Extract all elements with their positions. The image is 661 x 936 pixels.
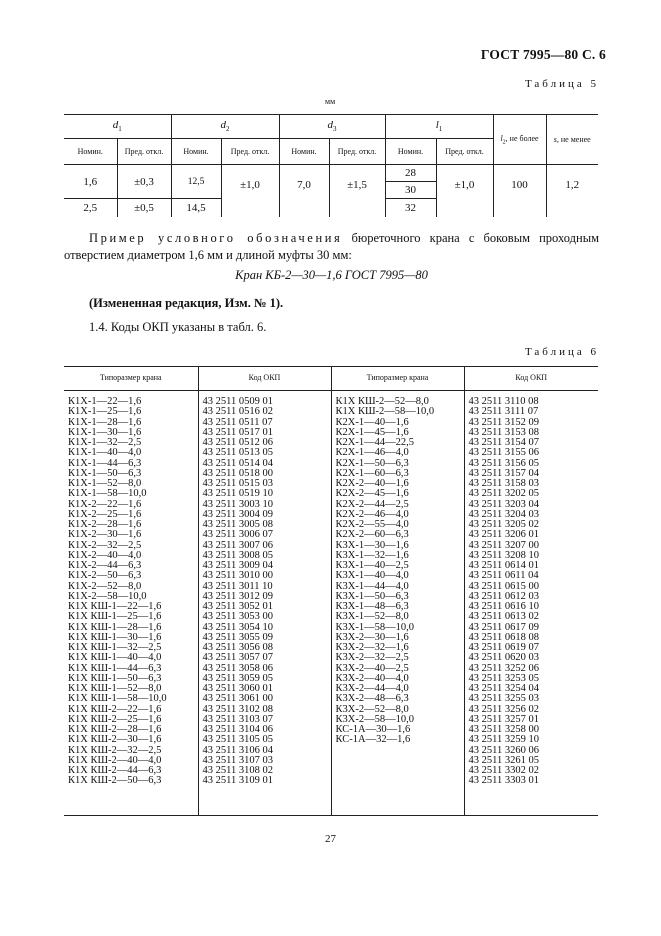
pred-header: Пред. откл. — [117, 139, 171, 165]
table5-caption: Таблица 5 — [524, 78, 599, 90]
t5-cell: ±1,5 — [329, 165, 385, 217]
t5-cell: 12,5 — [171, 165, 221, 199]
d3-header: $d_3$ — [279, 115, 385, 139]
table6-caption: Таблица 6 — [524, 346, 599, 358]
t5-cell: ±0,3 — [117, 165, 171, 199]
t5-cell: 1,6 — [64, 165, 117, 199]
t6-header-code: Код ОКП — [198, 367, 331, 391]
page-number: 27 — [325, 833, 336, 845]
t6-header-size: Типоразмер крана — [64, 367, 198, 391]
table5-unit: мм — [325, 97, 336, 106]
s-header: s, не менее — [546, 115, 598, 165]
paragraph-1-4: 1.4. Коды ОКП указаны в табл. 6. — [89, 320, 267, 334]
example-label: Пример условного обозначения — [89, 231, 343, 245]
t6-header-code: Код ОКП — [464, 367, 598, 391]
t6-col-sizes-1: К1Х-1—22—1,6 К1Х-1—25—1,6 К1Х-1—28—1,6 К1Х-1—30—1,6 К1Х-1—32—2,5 К1Х-1—40—4,0 К1Х-1—44—6,3 К1Х-1—50—6,3 К1Х-1—52—8,0 К1Х-1—58—10,0 К1Х-2—22—1,6 К1Х-2—25—1,6 К1Х-2—28—1,6 К1Х-2—30—1,6 К1Х-2—32—2,5 К1Х-2—40—4,0 К1Х-2—44—6,3 К1Х-2—50—6,3 К1Х-2—52—8,0 К1Х-2—58—10,0 К1Х КШ-1—22—1,6 К1Х КШ-1—25—1,6 К1Х КШ-1—28—1,6 К1Х КШ-1—30—1,6 К1Х КШ-1—32—2,5 К1Х КШ-1—40—4,0 К1Х КШ-1—44—6,3 К1Х КШ-1—50—6,3 К1Х КШ-1—52—8,0 К1Х КШ-1—58—10,0 К1Х КШ-2—22—1,6 К1Х КШ-2—25—1,6 К1Х КШ-2—28—1,6 К1Х КШ-2—30—1,6 К1Х КШ-2—32—2,5 К1Х КШ-2—40—4,0 К1Х КШ-2—44—6,3 К1Х КШ-2—50—6,3 — [64, 391, 198, 816]
example-formula: Кран КБ-2—30—1,6 ГОСТ 7995—80 — [235, 268, 428, 282]
t6-col-sizes-2: К1Х КШ-2—52—8,0 К1Х КШ-2—58—10,0 К2Х-1—40—1,6 К2Х-1—45—1,6 К2Х-1—44—22,5 К2Х-1—46—4,0 К2Х-1—50—6,3 К2Х-1—60—6,3 К2Х-2—40—1,6 К2Х-2—45—1,6 К2Х-2—44—2,5 К2Х-2—46—4,0 К2Х-2—55—4,0 К2Х-2—60—6,3 К3Х-1—30—1,6 К3Х-1—32—1,6 К3Х-1—40—2,5 К3Х-1—40—4,0 К3Х-1—44—4,0 К3Х-1—50—6,3 К3Х-1—48—6,3 К3Х-1—52—8,0 К3Х-1—58—10,0 К3Х-2—30—1,6 К3Х-2—32—1,6 К3Х-2—32—2,5 К3Х-2—40—2,5 К3Х-2—40—4,0 К3Х-2—44—4,0 К3Х-2—48—6,3 К3Х-2—52—8,0 К3Х-2—58—10,0 КС-1А—30—1,6 КС-1А—32—1,6 — [331, 391, 464, 816]
t5-cell: 14,5 — [171, 199, 221, 217]
t5-cell: ±1,0 — [436, 165, 493, 217]
change-note: (Измененная редакция, Изм. № 1). — [89, 296, 284, 310]
t5-cell: 100 — [493, 165, 546, 217]
l2-header: $l_2$, не более — [493, 115, 546, 165]
t5-cell: 1,2 — [565, 179, 580, 191]
t5-cell: 28 — [385, 165, 436, 182]
t6-col-codes-2: 43 2511 3110 08 43 2511 3111 07 43 2511 3152 09 43 2511 3153 08 43 2511 3154 07 43 2511 3155 06 43 2511 3156 05 43 2511 3157 04 43 2511 3158 03 43 2511 3202 05 43 2511 3203 04 43 2511 3204 03 43 2511 3205 02 43 2511 3206 01 43 2511 3207 00 43 2511 3208 10 43 2511 0614 01 43 2511 0611 04 43 2511 0615 00 43 2511 0612 03 43 2511 0616 10 43 2511 0613 02 43 2511 0617 09 43 2511 0618 08 43 2511 0619 07 43 2511 0620 03 43 2511 3252 06 43 2511 3253 05 43 2511 3254 04 43 2511 3255 03 43 2511 3256 02 43 2511 3257 01 43 2511 3258 00 43 2511 3259 10 43 2511 3260 06 43 2511 3261 05 43 2511 3302 02 43 2511 3303 01 — [464, 391, 598, 816]
table6 — [64, 366, 598, 816]
table5 — [64, 114, 598, 217]
d2-header: $d_2$ — [171, 115, 279, 139]
pred-header: Пред. откл. — [329, 139, 385, 165]
example-paragraph — [64, 230, 599, 264]
t5-cell: 2,5 — [64, 199, 117, 217]
example-text: бюреточного крана с боковым проходным отверстием диаметром 1,6 мм и длиной муфты 30 мм: — [64, 231, 600, 262]
l1-header: $l_1$ — [385, 115, 493, 139]
nomin-header: Номин. — [64, 139, 117, 165]
t5-cell: ±0,5 — [117, 199, 171, 217]
t5-cell: 7,0 — [279, 165, 329, 217]
pred-header: Пред. откл. — [436, 139, 493, 165]
nomin-header: Номин. — [171, 139, 221, 165]
t5-cell: 30 — [385, 182, 436, 199]
d1-header: $d_1$ — [64, 115, 171, 139]
t6-col-codes-1: 43 2511 0509 01 43 2511 0516 02 43 2511 0511 07 43 2511 0517 01 43 2511 0512 06 43 2511 0513 05 43 2511 0514 04 43 2511 0518 00 43 2511 0515 03 43 2511 0519 10 43 2511 3003 10 43 2511 3004 09 43 2511 3005 08 43 2511 3006 07 43 2511 3007 06 43 2511 3008 05 43 2511 3009 04 43 2511 3010 00 43 2511 3011 10 43 2511 3012 09 43 2511 3052 01 43 2511 3053 00 43 2511 3054 10 43 2511 3055 09 43 2511 3056 08 43 2511 3057 07 43 2511 3058 06 43 2511 3059 05 43 2511 3060 01 43 2511 3061 00 43 2511 3102 08 43 2511 3103 07 43 2511 3104 06 43 2511 3105 05 43 2511 3106 04 43 2511 3107 03 43 2511 3108 02 43 2511 3109 01 — [198, 391, 331, 816]
nomin-header: Номин. — [385, 139, 436, 165]
t5-cell: 32 — [385, 199, 436, 217]
pred-header: Пред. откл. — [221, 139, 279, 165]
page-header: ГОСТ 7995—80 С. 6 — [480, 47, 606, 62]
t6-header-size: Типоразмер крана — [331, 367, 464, 391]
nomin-header: Номин. — [279, 139, 329, 165]
t5-cell: ±1,0 — [221, 165, 279, 217]
